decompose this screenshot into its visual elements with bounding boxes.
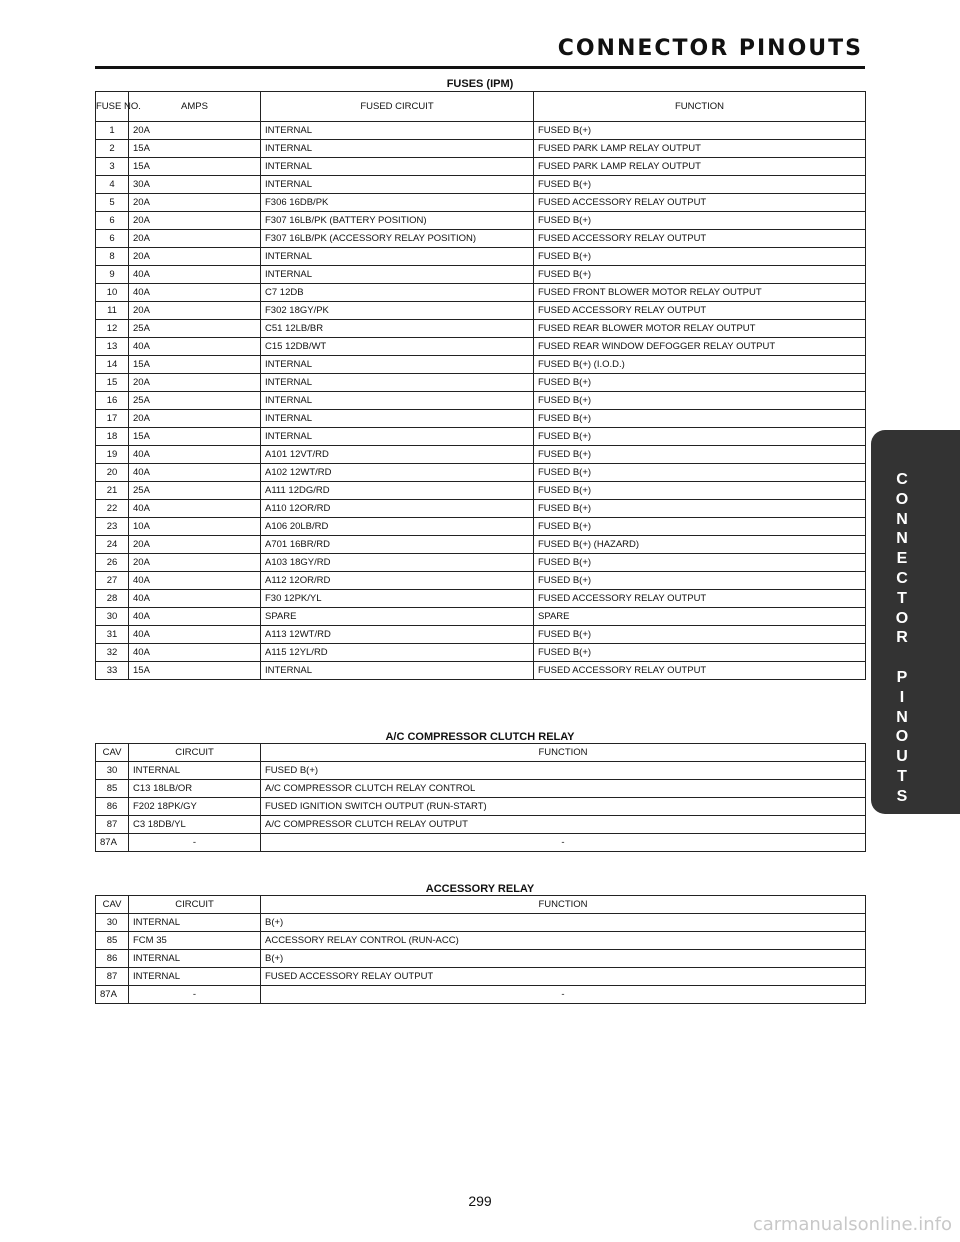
table-cell: FUSED IGNITION SWITCH OUTPUT (RUN-START) — [261, 798, 866, 816]
column-header: CIRCUIT — [129, 744, 261, 762]
side-tab-label: C O N N E C T O R P I N O U T S — [895, 471, 909, 805]
table-cell: FUSED B(+) — [534, 644, 866, 662]
table-cell: 15 — [96, 374, 129, 392]
table-cell: 16 — [96, 392, 129, 410]
table-row — [96, 122, 866, 140]
table-cell: 40A — [129, 590, 261, 608]
table-cell: 25A — [129, 482, 261, 500]
table-cell: FUSED B(+) — [534, 464, 866, 482]
table-cell: A/C COMPRESSOR CLUTCH RELAY CONTROL — [261, 780, 866, 798]
table-cell: B(+) — [261, 950, 866, 968]
table-cell: 15A — [129, 356, 261, 374]
table-row — [96, 356, 866, 374]
fuses-header-row — [96, 92, 866, 122]
table-cell: SPARE — [261, 608, 534, 626]
table-row — [96, 986, 866, 1004]
table-row — [96, 780, 866, 798]
table-cell: INTERNAL — [129, 762, 261, 780]
table-cell: FUSED B(+) — [534, 500, 866, 518]
table-row — [96, 950, 866, 968]
table-cell: 40A — [129, 644, 261, 662]
table-cell: 40A — [129, 464, 261, 482]
table-cell: INTERNAL — [261, 374, 534, 392]
table-cell: FUSED B(+) — [534, 374, 866, 392]
table-cell: FUSED B(+) (I.O.D.) — [534, 356, 866, 374]
table-cell: 40A — [129, 572, 261, 590]
table-cell: FCM 35 — [129, 932, 261, 950]
table-cell: - — [261, 986, 866, 1004]
accessory-relay-table-title: ACCESSORY RELAY — [425, 883, 535, 895]
table-cell: F302 18GY/PK — [261, 302, 534, 320]
table-cell: FUSED REAR WINDOW DEFOGGER RELAY OUTPUT — [534, 338, 866, 356]
table-cell: 24 — [96, 536, 129, 554]
table-cell: A701 16BR/RD — [261, 536, 534, 554]
table-cell: INTERNAL — [261, 428, 534, 446]
table-cell: INTERNAL — [261, 662, 534, 680]
column-header: CAV — [96, 896, 129, 914]
table-cell: 11 — [96, 302, 129, 320]
table-cell: FUSED B(+) — [534, 122, 866, 140]
table-cell: FUSED ACCESSORY RELAY OUTPUT — [534, 194, 866, 212]
table-cell: 20A — [129, 248, 261, 266]
table-cell: 22 — [96, 500, 129, 518]
table-cell: FUSED ACCESSORY RELAY OUTPUT — [534, 590, 866, 608]
table-cell: FUSED B(+) — [534, 428, 866, 446]
table-cell: 87 — [96, 816, 129, 834]
table-row — [96, 834, 866, 852]
table-cell: INTERNAL — [261, 392, 534, 410]
table-cell: FUSED ACCESSORY RELAY OUTPUT — [534, 230, 866, 248]
table-cell: 20A — [129, 212, 261, 230]
table-row — [96, 500, 866, 518]
table-cell: FUSED PARK LAMP RELAY OUTPUT — [534, 140, 866, 158]
table-cell: 40A — [129, 266, 261, 284]
table-cell: 40A — [129, 626, 261, 644]
table-cell: F307 16LB/PK (BATTERY POSITION) — [261, 212, 534, 230]
table-row — [96, 392, 866, 410]
table-cell: FUSED PARK LAMP RELAY OUTPUT — [534, 158, 866, 176]
table-row — [96, 590, 866, 608]
table-cell: FUSED B(+) — [534, 266, 866, 284]
table-cell: FUSED B(+) — [534, 176, 866, 194]
table-row — [96, 762, 866, 780]
fuses-table-title: FUSES (IPM) — [446, 78, 514, 90]
table-cell: 21 — [96, 482, 129, 500]
table-cell: 1 — [96, 122, 129, 140]
accessory-relay-header-row — [96, 896, 866, 914]
table-cell: FUSED B(+) — [534, 626, 866, 644]
table-cell: F202 18PK/GY — [129, 798, 261, 816]
table-cell: FUSED B(+) — [534, 572, 866, 590]
table-cell: FUSED FRONT BLOWER MOTOR RELAY OUTPUT — [534, 284, 866, 302]
table-row — [96, 662, 866, 680]
table-row — [96, 374, 866, 392]
table-cell: 30 — [96, 762, 129, 780]
table-cell: 40A — [129, 284, 261, 302]
table-row — [96, 932, 866, 950]
table-cell: FUSED B(+) — [534, 212, 866, 230]
table-row — [96, 816, 866, 834]
section-side-tab — [871, 430, 960, 814]
table-cell: INTERNAL — [261, 410, 534, 428]
page-number: 299 — [468, 1193, 492, 1209]
column-header: FUSED CIRCUIT — [261, 92, 534, 122]
table-cell: 20A — [129, 122, 261, 140]
table-cell: FUSED B(+) (HAZARD) — [534, 536, 866, 554]
table-cell: 15A — [129, 158, 261, 176]
table-cell: 20A — [129, 374, 261, 392]
table-cell: A111 12DG/RD — [261, 482, 534, 500]
table-row — [96, 266, 866, 284]
table-cell: 10A — [129, 518, 261, 536]
table-cell: FUSED B(+) — [534, 392, 866, 410]
table-cell: FUSED ACCESSORY RELAY OUTPUT — [261, 968, 866, 986]
table-cell: INTERNAL — [129, 950, 261, 968]
table-cell: 15A — [129, 140, 261, 158]
table-cell: 27 — [96, 572, 129, 590]
column-header: AMPS — [129, 92, 261, 122]
table-cell: 6 — [96, 212, 129, 230]
table-cell: 86 — [96, 950, 129, 968]
table-row — [96, 176, 866, 194]
column-header: CAV — [96, 744, 129, 762]
table-cell: INTERNAL — [261, 140, 534, 158]
table-cell: 85 — [96, 780, 129, 798]
table-row — [96, 482, 866, 500]
column-header: FUNCTION — [534, 92, 866, 122]
table-cell: - — [261, 834, 866, 852]
table-cell: C13 18LB/OR — [129, 780, 261, 798]
table-row — [96, 608, 866, 626]
table-cell: INTERNAL — [261, 176, 534, 194]
table-cell: 20 — [96, 464, 129, 482]
table-cell: 33 — [96, 662, 129, 680]
table-row — [96, 284, 866, 302]
table-cell: INTERNAL — [261, 248, 534, 266]
table-row — [96, 212, 866, 230]
table-row — [96, 572, 866, 590]
table-row — [96, 194, 866, 212]
table-row — [96, 302, 866, 320]
table-cell: ACCESSORY RELAY CONTROL (RUN-ACC) — [261, 932, 866, 950]
accessory-relay-table — [95, 895, 866, 1004]
table-row — [96, 554, 866, 572]
table-cell: FUSED B(+) — [534, 248, 866, 266]
table-cell: 87A — [96, 986, 129, 1004]
table-cell: C51 12LB/BR — [261, 320, 534, 338]
table-row — [96, 914, 866, 932]
table-cell: INTERNAL — [129, 914, 261, 932]
table-cell: 87 — [96, 968, 129, 986]
table-cell: 87A — [96, 834, 129, 852]
ac-relay-table-title: A/C COMPRESSOR CLUTCH RELAY — [385, 731, 575, 743]
table-cell: 14 — [96, 356, 129, 374]
table-cell: 86 — [96, 798, 129, 816]
column-header: FUSE NO. — [96, 92, 129, 122]
table-cell: 28 — [96, 590, 129, 608]
table-cell: 40A — [129, 608, 261, 626]
table-row — [96, 446, 866, 464]
table-cell: INTERNAL — [261, 356, 534, 374]
table-cell: FUSED B(+) — [534, 446, 866, 464]
table-cell: A110 12OR/RD — [261, 500, 534, 518]
table-cell: 19 — [96, 446, 129, 464]
table-row — [96, 158, 866, 176]
table-cell: F306 16DB/PK — [261, 194, 534, 212]
table-cell: 2 — [96, 140, 129, 158]
table-cell: 40A — [129, 338, 261, 356]
table-cell: FUSED ACCESSORY RELAY OUTPUT — [534, 662, 866, 680]
table-cell: A102 12WT/RD — [261, 464, 534, 482]
table-row — [96, 338, 866, 356]
table-cell: INTERNAL — [261, 122, 534, 140]
table-row — [96, 798, 866, 816]
table-cell: 32 — [96, 644, 129, 662]
table-cell: 20A — [129, 410, 261, 428]
table-row — [96, 320, 866, 338]
table-cell: 4 — [96, 176, 129, 194]
table-cell: C15 12DB/WT — [261, 338, 534, 356]
table-cell: 20A — [129, 230, 261, 248]
table-row — [96, 518, 866, 536]
table-cell: F30 12PK/YL — [261, 590, 534, 608]
table-cell: FUSED B(+) — [534, 518, 866, 536]
table-cell: FUSED B(+) — [534, 410, 866, 428]
table-cell: 40A — [129, 500, 261, 518]
table-cell: 13 — [96, 338, 129, 356]
table-cell: 30 — [96, 914, 129, 932]
table-cell: INTERNAL — [129, 968, 261, 986]
table-cell: 20A — [129, 194, 261, 212]
table-row — [96, 464, 866, 482]
table-cell: 40A — [129, 446, 261, 464]
table-cell: 23 — [96, 518, 129, 536]
table-cell: FUSED B(+) — [261, 762, 866, 780]
table-cell: 5 — [96, 194, 129, 212]
table-cell: A101 12VT/RD — [261, 446, 534, 464]
table-cell: 8 — [96, 248, 129, 266]
table-cell: 15A — [129, 428, 261, 446]
table-cell: 30 — [96, 608, 129, 626]
table-cell: FUSED REAR BLOWER MOTOR RELAY OUTPUT — [534, 320, 866, 338]
table-row — [96, 140, 866, 158]
table-cell: A103 18GY/RD — [261, 554, 534, 572]
table-cell: - — [129, 834, 261, 852]
header-rule — [95, 66, 865, 69]
ac-relay-header-row — [96, 744, 866, 762]
table-cell: 25A — [129, 392, 261, 410]
table-cell: SPARE — [534, 608, 866, 626]
table-cell: B(+) — [261, 914, 866, 932]
table-cell: 10 — [96, 284, 129, 302]
table-cell: F307 16LB/PK (ACCESSORY RELAY POSITION) — [261, 230, 534, 248]
table-cell: INTERNAL — [261, 158, 534, 176]
page-header-title: CONNECTOR PINOUTS — [557, 36, 863, 61]
table-cell: A113 12WT/RD — [261, 626, 534, 644]
table-row — [96, 968, 866, 986]
table-cell: 12 — [96, 320, 129, 338]
ac-relay-table — [95, 743, 866, 852]
table-row — [96, 428, 866, 446]
table-cell: INTERNAL — [261, 266, 534, 284]
table-cell: 20A — [129, 536, 261, 554]
table-cell: A115 12YL/RD — [261, 644, 534, 662]
table-row — [96, 230, 866, 248]
table-row — [96, 410, 866, 428]
table-cell: C7 12DB — [261, 284, 534, 302]
table-cell: FUSED ACCESSORY RELAY OUTPUT — [534, 302, 866, 320]
table-cell: 18 — [96, 428, 129, 446]
table-row — [96, 626, 866, 644]
column-header: CIRCUIT — [129, 896, 261, 914]
table-cell: 20A — [129, 554, 261, 572]
watermark-text: carmanualsonline.info — [752, 1214, 952, 1235]
table-cell: - — [129, 986, 261, 1004]
column-header: FUNCTION — [261, 744, 866, 762]
table-cell: C3 18DB/YL — [129, 816, 261, 834]
table-cell: 17 — [96, 410, 129, 428]
table-row — [96, 536, 866, 554]
column-header: FUNCTION — [261, 896, 866, 914]
table-cell: 3 — [96, 158, 129, 176]
table-cell: 9 — [96, 266, 129, 284]
fuses-table — [95, 91, 866, 680]
table-cell: 20A — [129, 302, 261, 320]
table-cell: 26 — [96, 554, 129, 572]
table-cell: 31 — [96, 626, 129, 644]
table-cell: 85 — [96, 932, 129, 950]
table-cell: FUSED B(+) — [534, 482, 866, 500]
table-cell: FUSED B(+) — [534, 554, 866, 572]
table-row — [96, 248, 866, 266]
table-cell: 15A — [129, 662, 261, 680]
table-cell: A112 12OR/RD — [261, 572, 534, 590]
table-cell: A/C COMPRESSOR CLUTCH RELAY OUTPUT — [261, 816, 866, 834]
table-cell: 6 — [96, 230, 129, 248]
table-row — [96, 644, 866, 662]
table-cell: 30A — [129, 176, 261, 194]
table-cell: A106 20LB/RD — [261, 518, 534, 536]
table-cell: 25A — [129, 320, 261, 338]
